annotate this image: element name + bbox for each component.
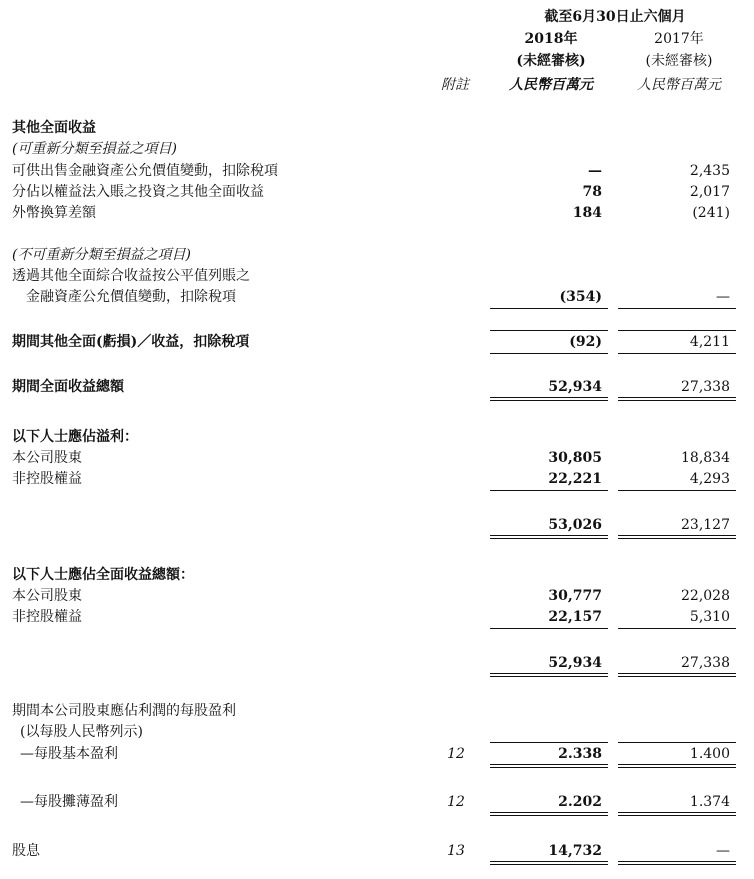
rule-period-oci-2018 [490, 353, 608, 354]
row-fx-2018: 184 [572, 205, 602, 221]
note-column-header: 附註 [441, 77, 469, 93]
eps-basic-note: 12 [447, 746, 465, 762]
unit-2018-header: 人民幣百萬元 [509, 77, 593, 93]
row-afs-2018: — [588, 163, 602, 179]
eps-title: 期間本公司股東應佔利潤的每股盈利 [12, 703, 236, 719]
rule-period-total-b-2018 [490, 400, 608, 401]
rule-tci-total-a-2017 [618, 673, 736, 674]
rule-dividends-a-2017 [618, 861, 736, 862]
rule-period-total-a-2017 [618, 397, 736, 398]
period-header: 截至6月30日止六個月 [544, 9, 686, 25]
profit-owners-label: 本公司股東 [12, 450, 82, 466]
period-oci-2017: 4,211 [689, 334, 730, 350]
period-total-2018: 52,934 [548, 379, 602, 395]
rule-profit-total-a-2018 [490, 535, 608, 536]
rule-eps-basic-top-2018 [490, 742, 608, 743]
period-total-label: 期間全面收益總額 [12, 379, 124, 395]
rule-dividends-b-2017 [618, 864, 736, 865]
rule-dividends-b-2018 [490, 864, 608, 865]
profit-total-2017: 23,127 [681, 517, 730, 533]
rule-tci-nci-2017 [618, 628, 736, 629]
year-2018-header: 2018年 [524, 31, 578, 47]
rule-tci-total-b-2017 [618, 676, 736, 677]
eps-basic-2017: 1.400 [689, 746, 730, 762]
dividends-2018: 14,732 [548, 843, 602, 859]
period-total-2017: 27,338 [681, 379, 730, 395]
rule-eps-basic-b-2017 [618, 767, 736, 768]
unit-2017-header: 人民幣百萬元 [637, 77, 721, 93]
reclass-title: (可重新分類至損益之項目) [12, 141, 177, 157]
dividends-note: 13 [447, 843, 465, 859]
tci-attr-title: 以下人士應佔全面收益總額： [12, 567, 194, 583]
eps-diluted-note: 12 [447, 794, 465, 810]
rule-eps-basic-a-2018 [490, 764, 608, 765]
row-fvoci-2017: — [716, 289, 730, 305]
rule-eps-basic-top-2017 [618, 742, 736, 743]
row-fx-2017: (241) [692, 205, 730, 221]
tci-owners-2018: 30,777 [548, 588, 602, 604]
dividends-2017: — [716, 843, 730, 859]
row-equity-method-2017: 2,017 [689, 184, 730, 200]
tci-nci-2018: 22,157 [548, 609, 602, 625]
rule-fvoci-2018 [490, 308, 608, 309]
unaudited-2018-header: (未經審核) [516, 53, 586, 69]
tci-total-2017: 27,338 [681, 655, 730, 671]
row-fvoci-label-2: 金融資產公允價值變動，扣除稅項 [26, 289, 236, 305]
profit-nci-label: 非控股權益 [12, 471, 82, 487]
oci-title: 其他全面收益 [12, 120, 96, 136]
profit-owners-2018: 30,805 [548, 450, 602, 466]
period-oci-2018: (92) [569, 334, 602, 350]
year-2017-header: 2017年 [654, 31, 704, 47]
eps-subtitle: (以每股人民幣列示) [20, 724, 143, 740]
rule-eps-diluted-b-2017 [618, 815, 736, 816]
rule-profit-nci-2017 [618, 490, 736, 491]
rule-eps-diluted-a-2018 [490, 812, 608, 813]
rule-period-total-a-2018 [490, 397, 608, 398]
row-equity-method-label: 分佔以權益法入賬之投資之其他全面收益 [12, 184, 264, 200]
row-fvoci-label-1: 透過其他全面綜合收益按公平值列賬之 [12, 268, 250, 284]
period-oci-label: 期間其他全面(虧損)／收益，扣除稅項 [12, 334, 250, 350]
row-afs-2017: 2,435 [689, 163, 730, 179]
row-afs-label: 可供出售金融資產公允價值變動，扣除稅項 [12, 163, 278, 179]
eps-basic-label: —每股基本盈利 [20, 746, 118, 762]
profit-attr-title: 以下人士應佔溢利： [12, 429, 138, 445]
dividends-label: 股息 [12, 843, 40, 859]
rule-profit-total-b-2018 [490, 538, 608, 539]
profit-nci-2018: 22,221 [548, 471, 602, 487]
profit-owners-2017: 18,834 [681, 450, 730, 466]
nonreclass-title: (不可重新分類至損益之項目) [12, 247, 191, 263]
unaudited-2017-header: (未經審核) [645, 53, 713, 69]
rule-eps-basic-b-2018 [490, 767, 608, 768]
eps-diluted-label: —每股攤薄盈利 [20, 794, 118, 810]
rule-profit-total-b-2017 [618, 538, 736, 539]
profit-nci-2017: 4,293 [689, 471, 730, 487]
rule-period-oci-top-2018 [490, 330, 608, 331]
rule-eps-basic-a-2017 [618, 764, 736, 765]
tci-nci-2017: 5,310 [689, 609, 730, 625]
rule-tci-total-b-2018 [490, 676, 608, 677]
profit-total-2018: 53,026 [548, 517, 602, 533]
rule-profit-nci-2018 [490, 490, 608, 491]
rule-tci-total-a-2018 [490, 673, 608, 674]
rule-period-total-b-2017 [618, 400, 736, 401]
row-fvoci-2018: (354) [559, 289, 602, 305]
eps-basic-2018: 2.338 [558, 746, 602, 762]
rule-dividends-a-2018 [490, 861, 608, 862]
eps-diluted-2017: 1.374 [689, 794, 730, 810]
rule-period-oci-top-2017 [618, 330, 736, 331]
row-fx-label: 外幣換算差額 [12, 205, 96, 221]
tci-owners-2017: 22,028 [681, 588, 730, 604]
tci-total-2018: 52,934 [548, 655, 602, 671]
rule-eps-diluted-a-2017 [618, 812, 736, 813]
rule-eps-diluted-b-2018 [490, 815, 608, 816]
rule-profit-total-a-2017 [618, 535, 736, 536]
rule-fvoci-2017 [618, 308, 736, 309]
rule-period-oci-2017 [618, 353, 736, 354]
tci-owners-label: 本公司股東 [12, 588, 82, 604]
eps-diluted-2018: 2.202 [558, 794, 602, 810]
row-equity-method-2018: 78 [582, 184, 602, 200]
rule-tci-nci-2018 [490, 628, 608, 629]
tci-nci-label: 非控股權益 [12, 609, 82, 625]
